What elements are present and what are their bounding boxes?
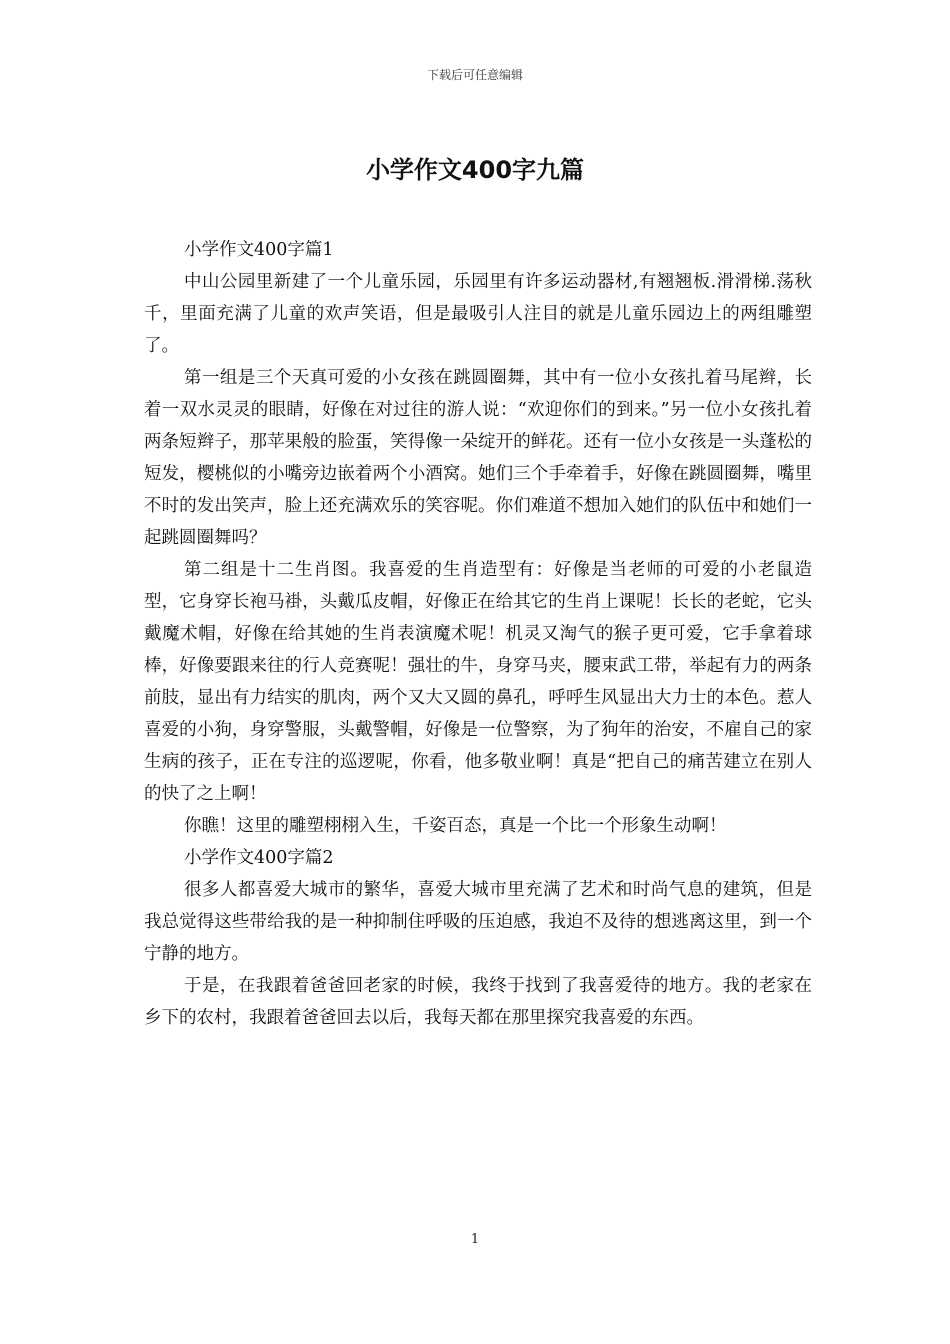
paragraph: 第二组是十二生肖图。我喜爱的生肖造型有：好像是当老师的可爱的小老鼠造型，它身穿长袍马褂，头戴瓜皮帽，好像正在给其它的生肖上课呢！长长的老蛇，它头戴魔术帽，好像在给其她的生肖表演魔术呢！机灵又淘气的猴子更可爱，它手拿着球棒，好像要跟来往的行人竞赛呢！强壮的牛，身穿马夹，腰束武工带，举起有力的两条前肢，显出有力结实的肌肉，两个又大又圆的鼻孔，呼呼生风显出大力士的本色。惹人喜爱的小狗，身穿警服，头戴警帽，好像是一位警察，为了狗年的治安，不雇自己的家生病的孩子，正在专注的巡逻呢，你看，他多敬业啊！真是“把自己的痛苦建立在别人的快了之上啊！ <box>144 560 812 804</box>
paragraph: 你瞧！这里的雕塑栩栩入生，千姿百态，真是一个比一个形象生动啊！ <box>184 816 727 836</box>
section-heading-1: 小学作文400字篇1 <box>184 240 334 260</box>
paragraph: 中山公园里新建了一个儿童乐园，乐园里有许多运动器材,有翘翘板.滑滑梯.荡秋千，里面充满了儿童的欢声笑语，但是最吸引人注目的就是儿童乐园边上的两组雕塑了。 <box>144 272 812 356</box>
header-note: 下载后可任意编辑 <box>426 68 523 82</box>
paragraph: 很多人都喜爱大城市的繁华，喜爱大城市里充满了艺术和时尚气息的建筑，但是我总觉得这些带给我的是一种抑制住呼吸的压迫感，我迫不及待的想逃离这里，到一个宁静的地方。 <box>144 880 812 964</box>
section-heading-2: 小学作文400字篇2 <box>184 848 334 868</box>
paragraph: 第一组是三个天真可爱的小女孩在跳圆圈舞，其中有一位小女孩扎着马尾辫，长着一双水灵灵的眼睛，好像在对过往的游人说：“欢迎你们的到来。”另一位小女孩扎着两条短辫子，那苹果般的脸蛋，笑得像一朵绽开的鲜花。还有一位小女孩是一头蓬松的短发，樱桃似的小嘴旁边嵌着两个小酒窝。她们三个手牵着手，好像在跳圆圈舞，嘴里不时的发出笑声，脸上还充满欢乐的笑容呢。你们难道不想加入她们的队伍中和她们一起跳圆圈舞吗？ <box>144 368 812 548</box>
document-body <box>144 234 812 1034</box>
paragraph: 于是，在我跟着爸爸回老家的时候，我终于找到了我喜爱待的地方。我的老家在乡下的农村，我跟着爸爸回去以后，我每天都在那里探究我喜爱的东西。 <box>144 976 812 1028</box>
document-title: 小学作文400字九篇 <box>365 156 585 184</box>
page-number: 1 <box>470 1232 480 1247</box>
